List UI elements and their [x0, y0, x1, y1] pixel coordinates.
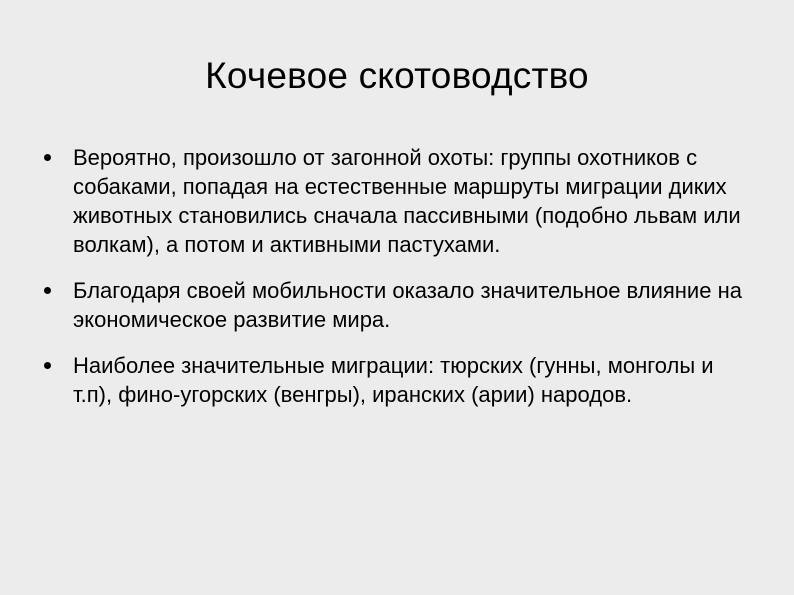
- slide-title: Кочевое скотоводство: [205, 55, 589, 96]
- bullet-dot-icon: [44, 154, 51, 161]
- bullet-list: [44, 143, 744, 426]
- bullet-item: [44, 276, 744, 334]
- bullet-item: [44, 143, 744, 259]
- bullet-text: Благодаря своей мобильности оказало значительное влияние на экономическое развитие мира.: [73, 278, 742, 332]
- bullet-item: [44, 351, 744, 409]
- bullet-text: Наиболее значительные миграции: тюрских (гунны, монголы и т.п), фино-угорских (венгры), иранских (арии) народов.: [73, 353, 714, 407]
- bullet-dot-icon: [44, 287, 51, 294]
- bullet-text: Вероятно, произошло от загонной охоты: группы охотников с собаками, попадая на естественные маршруты миграции диких животных становились сначала пассивными (подобно львам или волкам), а потом и активными пастухами.: [73, 145, 741, 257]
- bullet-dot-icon: [44, 362, 51, 369]
